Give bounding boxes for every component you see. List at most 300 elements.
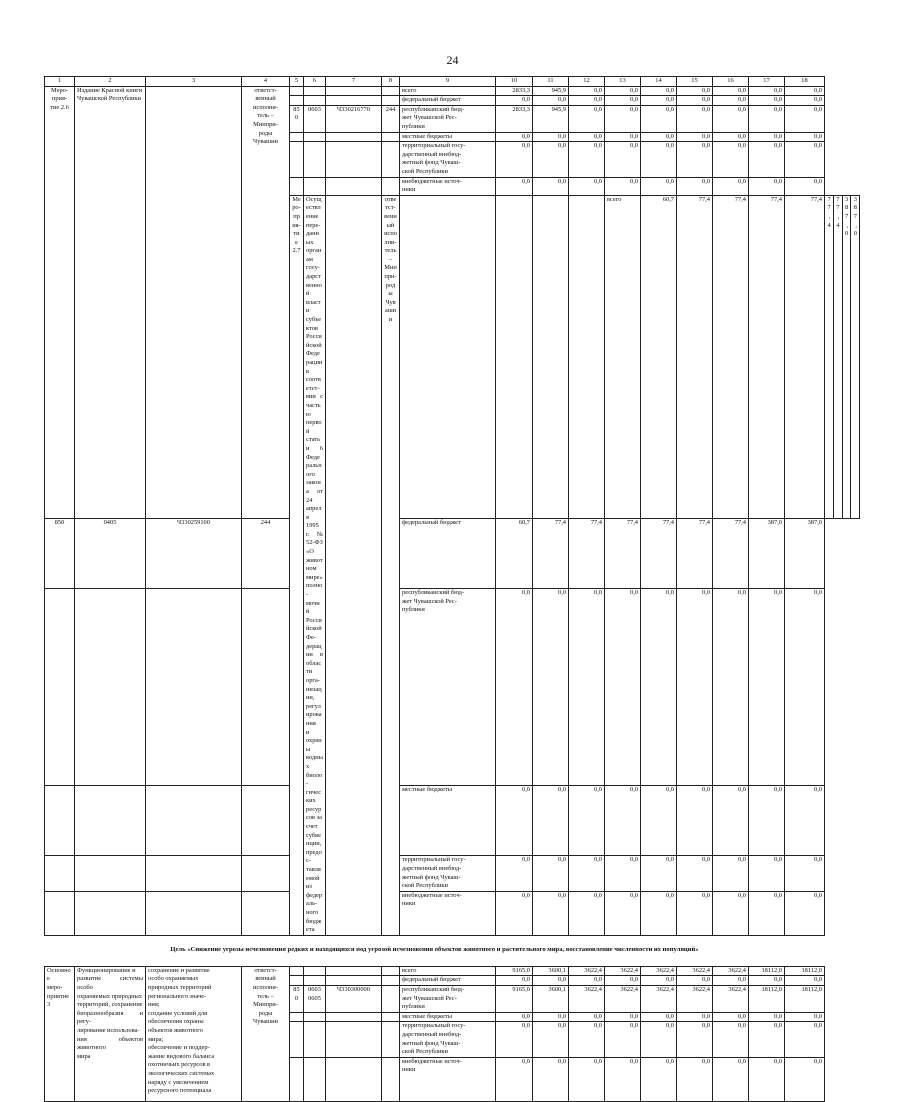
- amount-cell: 0,0: [713, 1022, 749, 1057]
- executor-line: исполни-: [253, 103, 278, 111]
- table-cell: [304, 1057, 326, 1101]
- executor-line: Чувашии: [253, 1018, 278, 1026]
- amount-cell: 0,0: [785, 856, 825, 891]
- measure-id: [45, 86, 75, 518]
- amount-cell: 0,0: [533, 142, 569, 177]
- amount-cell: 3622,4: [569, 966, 605, 976]
- table-cell: [290, 1057, 304, 1101]
- table-cell: [382, 177, 400, 195]
- amount-cell: 0,0: [641, 105, 677, 132]
- source-cell: [400, 86, 496, 96]
- amount-cell: 3622,4: [569, 985, 605, 1012]
- executor-line: венный: [255, 95, 276, 103]
- column-number: 11: [533, 77, 569, 87]
- table-cell: [75, 589, 146, 786]
- amount-cell: 0,0: [713, 86, 749, 96]
- measure-name-line: животном мире» полно-: [306, 556, 323, 599]
- amount-cell: 0,0: [641, 177, 677, 195]
- amount-cell: 0,0: [605, 785, 641, 856]
- amount-cell: 0,0: [569, 86, 605, 96]
- amount-cell: 2833,3: [496, 86, 533, 96]
- amount-cell: 0,0: [533, 856, 569, 891]
- column-number: 2: [75, 77, 146, 87]
- table-cell: [326, 1022, 382, 1057]
- amount-cell: 0,0: [785, 86, 825, 96]
- measure-name: [75, 966, 146, 1101]
- amount-cell: 0,0: [749, 891, 785, 935]
- table-cell: [569, 195, 605, 518]
- amount-cell: 0,0: [533, 96, 569, 106]
- amount-cell: 0,0: [713, 1012, 749, 1022]
- table-cell: [45, 589, 75, 786]
- amount-cell: 0,0: [749, 105, 785, 132]
- amount-cell: 0,0: [785, 142, 825, 177]
- table-cell: [290, 177, 304, 195]
- amount-cell: 0,0: [677, 1012, 713, 1022]
- source-line: публики: [402, 1003, 425, 1011]
- source-line: республиканский бюд-: [402, 589, 464, 597]
- table-row: [45, 518, 860, 588]
- amount-cell: 18112,0: [785, 966, 825, 976]
- amount-cell: 0,0: [749, 86, 785, 96]
- measure-name-line: счет субвенции, предос-: [306, 823, 322, 865]
- amount-cell: 3622,4: [677, 966, 713, 976]
- table-cell: [326, 96, 382, 106]
- table-cell: [326, 177, 382, 195]
- amount-cell: 0,0: [496, 142, 533, 177]
- amount-cell: 0,0: [713, 177, 749, 195]
- amount-cell: 0,0: [641, 142, 677, 177]
- table-cell: [45, 785, 75, 856]
- table-cell: [242, 589, 290, 786]
- source-line: дарственный внебюд-: [402, 1030, 462, 1038]
- executor-line: исполни-: [253, 983, 278, 991]
- measure-name-line: 1995 г. № 52-ФЗ «О: [306, 522, 323, 556]
- target-line: наряду с увеличением: [148, 1078, 209, 1086]
- source-line: местные бюджеты: [402, 1012, 453, 1020]
- executor-line: тель –: [384, 247, 397, 263]
- amount-cell: 0,0: [605, 142, 641, 177]
- table-cell: [304, 1012, 326, 1022]
- measure-id-line: Основное: [47, 966, 71, 983]
- rzpr-line: 0603: [308, 985, 321, 993]
- rzpr-line: 0605: [308, 994, 321, 1002]
- amount-cell: 0,0: [605, 96, 641, 106]
- table-cell: [304, 86, 326, 96]
- amount-cell: 0,0: [605, 177, 641, 195]
- measure-name-line: дарственной власти: [306, 273, 322, 315]
- amount-cell: 77,4: [533, 518, 569, 588]
- amount-cell: 945,9: [533, 86, 569, 96]
- measure-name-line: Осуществление пере-: [306, 195, 322, 229]
- amount-cell: 0,0: [641, 976, 677, 986]
- table-cell: [242, 891, 290, 935]
- amount-cell: 0,0: [605, 1022, 641, 1057]
- target-line: охотничьих ресурсов в: [148, 1061, 211, 1069]
- amount-cell: 0,0: [569, 976, 605, 986]
- amount-cell: 0,0: [641, 132, 677, 142]
- amount-cell: 387,0: [785, 518, 825, 588]
- source-cell: [400, 966, 496, 976]
- measure-id: [290, 195, 304, 935]
- amount-cell: 3622,4: [605, 985, 641, 1012]
- amount-cell: 3600,1: [533, 966, 569, 976]
- executor-line: венный: [384, 212, 397, 229]
- source-line: ской Республики: [402, 1048, 448, 1056]
- vr-code: [382, 985, 400, 1012]
- amount-cell: 0,0: [605, 976, 641, 986]
- table-cell: [290, 86, 304, 96]
- source-cell: [400, 177, 496, 195]
- source-line: жетный фонд Чуваш-: [402, 159, 461, 167]
- amount-cell: 0,0: [569, 1012, 605, 1022]
- column-number: 4: [242, 77, 290, 87]
- amount-cell: 0,0: [533, 785, 569, 856]
- target-line: обеспечения охраны: [148, 1018, 204, 1026]
- executor-line: тель –: [257, 112, 274, 120]
- amount-cell: 0,0: [785, 105, 825, 132]
- source-line: территориальный госу-: [402, 142, 466, 150]
- amount-cell: 0,0: [641, 96, 677, 106]
- table-cell: [382, 1057, 400, 1101]
- amount-cell: 0,0: [496, 976, 533, 986]
- source-line: республиканский бюд-: [402, 105, 464, 113]
- amount-cell: 0,0: [749, 1057, 785, 1101]
- table-cell: [382, 142, 400, 177]
- source-line: федеральный бюджет: [402, 976, 461, 984]
- amount-cell: 60,7: [641, 195, 677, 518]
- target-line: экологических системах: [148, 1069, 215, 1077]
- measure-name-line: ного бюджета: [306, 909, 322, 934]
- column-number: 18: [785, 77, 825, 87]
- column-number: 7: [326, 77, 382, 87]
- column-number: 15: [677, 77, 713, 87]
- amount-cell: 0,0: [677, 142, 713, 177]
- table-cell: [326, 132, 382, 142]
- csr-code: Ч330300000: [326, 985, 382, 1012]
- executor-line: Чувашии: [253, 138, 278, 146]
- amount-cell: 2833,3: [496, 105, 533, 132]
- executor-line: роды: [258, 1009, 273, 1017]
- source-line: всего: [402, 86, 417, 94]
- table-cell: [304, 96, 326, 106]
- source-line: всего: [607, 195, 622, 203]
- source-line: жетный фонд Чуваш-: [402, 873, 461, 881]
- table-cell: [75, 891, 146, 935]
- amount-cell: 0,0: [496, 589, 533, 786]
- amount-cell: 3622,4: [713, 966, 749, 976]
- table-cell: [326, 976, 382, 986]
- measure-name-line: гических ресурсов за: [306, 788, 323, 822]
- amount-cell: 0,0: [785, 1012, 825, 1022]
- amount-cell: 0,0: [749, 856, 785, 891]
- measure-name-line: и охраны водных биоло-: [306, 728, 323, 788]
- amount-cell: 3622,4: [713, 985, 749, 1012]
- table-cell: [382, 976, 400, 986]
- executor-line: Чувашии: [384, 298, 397, 324]
- measure-name-line: Чувашской Республики: [77, 95, 141, 103]
- table-cell: [290, 1022, 304, 1057]
- goal-row: [45, 935, 860, 966]
- target-line: ресурсного потенциала: [148, 1087, 212, 1095]
- source-line: жетный фонд Чуваш-: [402, 1039, 461, 1047]
- target-line: обеспечение и поддер-: [148, 1044, 210, 1052]
- amount-cell: 0,0: [569, 132, 605, 142]
- table-cell: [146, 856, 242, 891]
- target-line: сохранение и развитие: [148, 966, 210, 974]
- amount-cell: 0,0: [496, 177, 533, 195]
- amount-cell: 0,0: [677, 1022, 713, 1057]
- amount-cell: 0,0: [713, 1057, 749, 1101]
- measure-name-line: данных органам госу-: [306, 230, 322, 272]
- amount-cell: 0,0: [677, 589, 713, 786]
- amount-cell: 0,0: [785, 1057, 825, 1101]
- table-cell: [304, 976, 326, 986]
- amount-cell: 0,0: [677, 177, 713, 195]
- source-line: дарственный внебюд-: [402, 150, 462, 158]
- amount-cell: 0,0: [641, 1022, 677, 1057]
- source-line: территориальный госу-: [402, 856, 466, 864]
- amount-cell: 0,0: [677, 976, 713, 986]
- executor-cell: [242, 966, 290, 1101]
- table-cell: [326, 1057, 382, 1101]
- amount-cell: 0,0: [496, 891, 533, 935]
- csr-code: Ч330259100: [146, 518, 242, 588]
- table-cell: [75, 856, 146, 891]
- budget-table-sheet: [44, 76, 860, 1102]
- measure-id-line: прия-: [51, 95, 68, 103]
- source-cell: [400, 518, 496, 588]
- measure-id-line: приятие 3: [47, 992, 70, 1009]
- source-cell: [400, 105, 496, 132]
- source-line: ники: [402, 186, 416, 194]
- source-line: республиканский бюд-: [402, 985, 464, 993]
- measure-name: [304, 195, 326, 935]
- column-number: 10: [496, 77, 533, 87]
- grbs-code: 850: [290, 105, 304, 132]
- amount-cell: 60,7: [496, 518, 533, 588]
- measure-id-line: Меро-: [51, 86, 68, 94]
- rzpr-code: 0603: [304, 105, 326, 132]
- table-cell: [290, 966, 304, 976]
- table-cell: [290, 1012, 304, 1022]
- amount-cell: 0,0: [785, 976, 825, 986]
- amount-cell: 0,0: [569, 177, 605, 195]
- column-number: 14: [641, 77, 677, 87]
- source-line: местные бюджеты: [402, 132, 453, 140]
- executor-line: исполни-: [384, 230, 397, 246]
- source-line: местные бюджеты: [402, 785, 453, 793]
- source-line: дарственный внебюд-: [402, 865, 462, 872]
- column-number: 8: [382, 77, 400, 87]
- table-cell: [304, 966, 326, 976]
- measure-name-line: мочий Российской Фе-: [306, 599, 322, 641]
- measure-name-line: Функционирование и: [77, 966, 136, 974]
- table-cell: [146, 891, 242, 935]
- measure-name-line: Федерации в соответст-: [306, 350, 323, 392]
- executor-line: венный: [255, 975, 276, 983]
- column-number: 5: [290, 77, 304, 87]
- page-number: 24: [446, 53, 459, 67]
- column-number: 16: [713, 77, 749, 87]
- header-row: [45, 77, 860, 87]
- amount-cell: 77,4: [605, 518, 641, 588]
- amount-cell: 0,0: [713, 105, 749, 132]
- amount-cell: 945,9: [533, 105, 569, 132]
- amount-cell: 77,4: [833, 195, 842, 518]
- source-cell: [400, 1022, 496, 1057]
- table-cell: [326, 142, 382, 177]
- amount-cell: 3622,4: [641, 985, 677, 1012]
- source-line: всего: [402, 966, 417, 974]
- vr-code: 244: [382, 105, 400, 132]
- source-cell: [400, 96, 496, 106]
- table-cell: [326, 966, 382, 976]
- source-cell: [400, 142, 496, 177]
- amount-cell: 0,0: [641, 785, 677, 856]
- amount-cell: 77,4: [785, 195, 825, 518]
- amount-cell: 0,0: [713, 856, 749, 891]
- amount-cell: 0,0: [605, 856, 641, 891]
- source-cell: [400, 1012, 496, 1022]
- amount-cell: 0,0: [677, 105, 713, 132]
- amount-cell: 0,0: [713, 132, 749, 142]
- csr-code: Ч330216770: [326, 105, 382, 132]
- amount-cell: 0,0: [569, 785, 605, 856]
- table-cell: [146, 589, 242, 786]
- measure-name-line: лирование использова-: [77, 1026, 140, 1034]
- amount-cell: 0,0: [677, 891, 713, 935]
- amount-cell: 387,0: [749, 518, 785, 588]
- table-cell: [304, 142, 326, 177]
- source-line: жет Чувашской Рес-: [402, 114, 457, 122]
- amount-cell: 0,0: [785, 589, 825, 786]
- table-row: [45, 589, 860, 786]
- amount-cell: 0,0: [496, 132, 533, 142]
- table-cell: [382, 86, 400, 96]
- rzpr-code: [304, 985, 326, 1012]
- vr-code: 244: [242, 518, 290, 588]
- measure-name-line: развитие системы особо: [77, 975, 143, 991]
- table-cell: [326, 86, 382, 96]
- table-cell: [290, 142, 304, 177]
- amount-cell: 0,0: [641, 891, 677, 935]
- measure-name-line: тавляемой из федераль-: [306, 866, 323, 908]
- table-cell: [75, 785, 146, 856]
- amount-cell: 0,0: [569, 1022, 605, 1057]
- table-row: [45, 785, 860, 856]
- target-line: жание видового баланса: [148, 1052, 215, 1060]
- amount-cell: 18112,0: [785, 985, 825, 1012]
- amount-cell: 0,0: [641, 1057, 677, 1101]
- measure-name-line: ния объектов животного: [77, 1035, 143, 1052]
- source-cell: [400, 985, 496, 1012]
- target-line: регионального значе-: [148, 992, 207, 1000]
- source-line: жет Чувашской Рес-: [402, 994, 457, 1002]
- source-cell: [400, 785, 496, 856]
- table-cell: [382, 96, 400, 106]
- amount-cell: 0,0: [496, 785, 533, 856]
- amount-cell: 0,0: [677, 856, 713, 891]
- target-cell: [146, 86, 242, 518]
- table-cell: [146, 785, 242, 856]
- table-row: [45, 966, 860, 976]
- source-line: ники: [402, 900, 416, 908]
- table-cell: [496, 195, 533, 518]
- column-number: 1: [45, 77, 75, 87]
- source-line: внебюджетные источ-: [402, 177, 462, 185]
- amount-cell: 0,0: [605, 1012, 641, 1022]
- amount-cell: 0,0: [496, 1012, 533, 1022]
- amount-cell: 3622,4: [605, 966, 641, 976]
- source-line: жет Чувашской Рес-: [402, 597, 457, 605]
- executor-line: Минпри-: [384, 264, 397, 281]
- amount-cell: 0,0: [713, 589, 749, 786]
- amount-cell: 0,0: [569, 1057, 605, 1101]
- amount-cell: 9165,0: [496, 985, 533, 1012]
- amount-cell: 0,0: [641, 589, 677, 786]
- table-cell: [290, 976, 304, 986]
- amount-cell: 0,0: [677, 1057, 713, 1101]
- target-line: объектов животного: [148, 1026, 203, 1034]
- amount-cell: 0,0: [496, 96, 533, 106]
- measure-name-line: дерации в области орга-: [306, 642, 323, 684]
- amount-cell: 0,0: [496, 856, 533, 891]
- table-cell: [304, 1022, 326, 1057]
- table-row: [45, 856, 860, 891]
- column-number: 6: [304, 77, 326, 87]
- source-cell: [400, 589, 496, 786]
- table-cell: [304, 177, 326, 195]
- amount-cell: 0,0: [785, 1022, 825, 1057]
- grbs-code: 850: [290, 985, 304, 1012]
- amount-cell: 387,0: [851, 195, 860, 518]
- source-line: федеральный бюджет: [402, 518, 461, 526]
- rzpr-code: 0405: [75, 518, 146, 588]
- target-cell: [146, 966, 242, 1101]
- target-line: ния;: [148, 1001, 160, 1009]
- measure-name: [75, 86, 146, 518]
- amount-cell: 3622,4: [677, 985, 713, 1012]
- measure-name-line: территорий, сохранение: [77, 1001, 143, 1009]
- amount-cell: 0,0: [533, 1057, 569, 1101]
- measure-id-line: тие 2.6: [50, 103, 69, 111]
- amount-cell: 0,0: [749, 1012, 785, 1022]
- amount-cell: 0,0: [677, 96, 713, 106]
- amount-cell: 0,0: [533, 132, 569, 142]
- amount-cell: 0,0: [605, 891, 641, 935]
- amount-cell: 0,0: [496, 1022, 533, 1057]
- source-cell: [400, 976, 496, 986]
- target-line: мира;: [148, 1035, 164, 1043]
- amount-cell: 0,0: [533, 1022, 569, 1057]
- executor-line: ответст-: [254, 86, 277, 94]
- source-cell: [400, 132, 496, 142]
- amount-cell: 3622,4: [641, 966, 677, 976]
- table-cell: [242, 856, 290, 891]
- executor-line: роды: [258, 129, 273, 137]
- amount-cell: 0,0: [749, 177, 785, 195]
- executor-line: тель –: [257, 992, 274, 1000]
- amount-cell: 0,0: [496, 1057, 533, 1101]
- column-number: 13: [605, 77, 641, 87]
- amount-cell: 387,0: [842, 195, 851, 518]
- measure-name-line: охраняемых природных: [77, 992, 142, 1000]
- column-number: 3: [146, 77, 242, 87]
- table-cell: [304, 132, 326, 142]
- column-number: 17: [749, 77, 785, 87]
- measure-name-line: Издание Красной книги: [77, 86, 143, 94]
